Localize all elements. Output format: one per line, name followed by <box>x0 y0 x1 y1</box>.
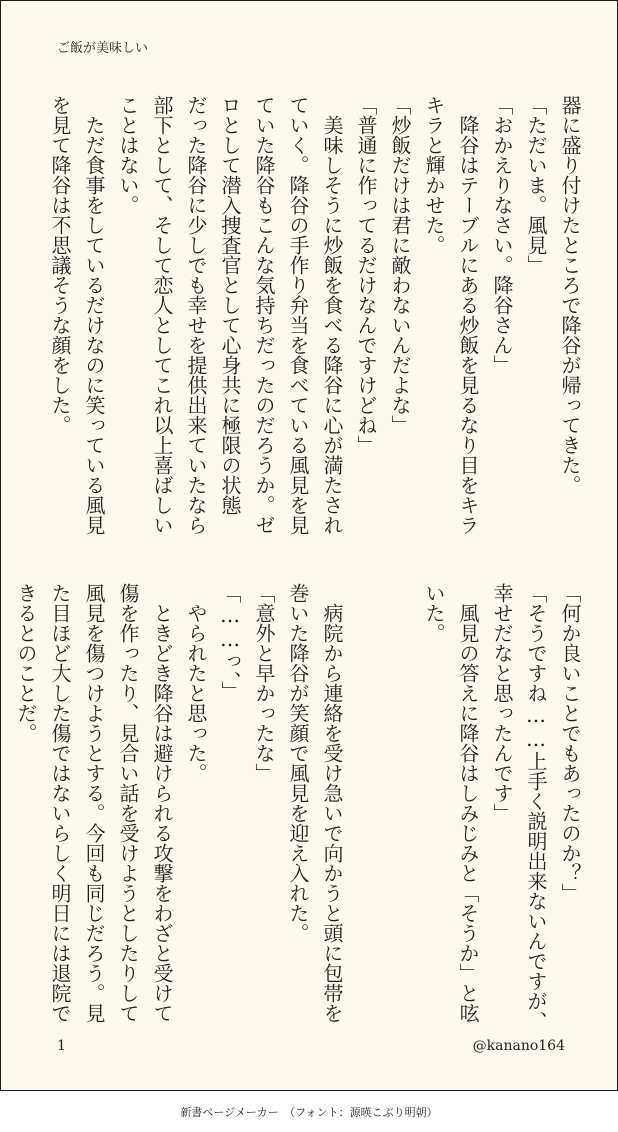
text-column: ことはない。 <box>116 95 140 215</box>
text-column: キラと輝かせた。 <box>422 95 446 255</box>
text-column: やられたと思った。 <box>184 583 208 783</box>
text-column: 「ただいま。風見」 <box>524 95 548 275</box>
text-column: ときどき降谷は避けられる攻撃をわざと受けて <box>150 583 174 1023</box>
text-column: ていく。降谷の手作り弁当を食べている風見を見 <box>286 95 310 535</box>
author-handle: @kanano164 <box>472 1038 565 1054</box>
text-column: 器に盛り付けたところで降谷が帰ってきた。 <box>558 95 582 495</box>
text-column: 降谷はテーブルにある炒飯を見るなり目をキラ <box>456 95 480 535</box>
text-column: 「普通に作ってるだけなんですけどね」 <box>354 95 378 455</box>
text-column: 風見を傷つけようとする。今回も同じだろう。見 <box>82 583 106 1023</box>
text-column: 風見の答えに降谷はしみじみと「そうか」と呟 <box>456 583 480 1023</box>
text-column: 美味しそうに炒飯を食べる降谷に心が満たされ <box>320 95 344 535</box>
page-title: ご飯が美味しい <box>57 41 149 56</box>
text-column: 部下として、そして恋人としてこれ以上喜ばしい <box>150 95 174 535</box>
text-block-bottom <box>14 583 587 1036</box>
text-column: 巻いた降谷が笑顔で風見を迎え入れた。 <box>286 583 310 943</box>
text-column: 「おかえりなさい。降谷さん」 <box>490 95 514 375</box>
text-column: 病院から連絡を受け急いで向かうと頭に包帯を <box>320 583 344 1023</box>
text-column: 「何か良いことでもあったのか？」 <box>558 583 582 903</box>
text-column: きるとのことだ。 <box>14 583 38 743</box>
text-column: だった降谷に少しでも幸せを提供出来ていたなら <box>184 95 208 535</box>
text-column <box>349 583 383 1036</box>
text-column <box>383 583 417 1036</box>
generator-credit: 新書ページメーカー （フォント：源暎こぶり明朝） <box>180 1106 438 1119</box>
text-column: 傷を作ったり、見合い話を受けようとしたりして <box>116 583 140 1023</box>
page-number: 1 <box>57 1038 66 1054</box>
text-column: いた。 <box>422 583 446 643</box>
text-column: 「意外と早かったな」 <box>252 583 276 783</box>
text-column: ていた降谷もこんな気持ちだったのだろうか。ゼ <box>252 95 276 535</box>
text-column: 「そうですね……上手く説明出来ないんですが、 <box>524 583 548 1031</box>
text-column: ただ食事をしているだけなのに笑っている風見 <box>82 95 106 535</box>
text-column: ロとして潜入捜査官として心身共に極限の状態 <box>218 95 242 515</box>
text-column: 「……っ、」 <box>218 583 242 701</box>
text-column: 幸せだなと思ったんです」 <box>490 583 514 823</box>
text-column: を見て降谷は不思議そうな顔をした。 <box>48 95 72 435</box>
text-column: た目ほど大した傷ではないらしく明日には退院で <box>48 583 72 1023</box>
text-block-top <box>48 95 587 548</box>
text-column: 「炒飯だけは君に敵わないんだよな」 <box>388 95 412 435</box>
